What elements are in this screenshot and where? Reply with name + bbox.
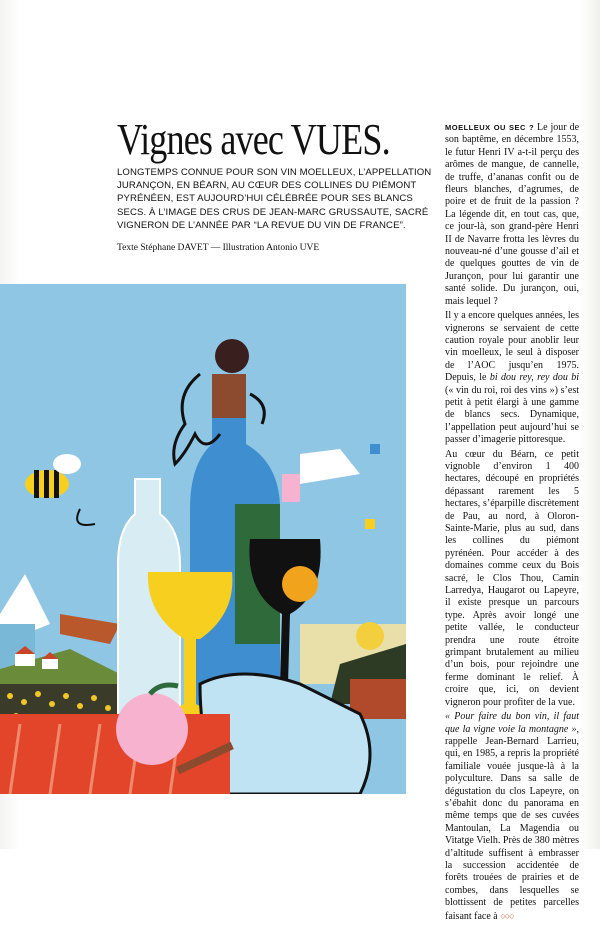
tablecloth — [0, 714, 230, 794]
paragraph-2: Il y a encore quelques années, les vignerons se servaient de cette caution royale pour anoblir leur vin moelleux, le seul à disposer de l’AOC jusqu’en 1975. Depuis, le bi dou rey, rey dou bi (« vin du roi, roi des vins ») s’est petit à petit élargi à une gamme de blancs secs. Dynamique, l’appellation peut aujourd’hui se passer d’imagerie pittoresque. — [445, 310, 579, 446]
decor-shape — [282, 474, 300, 502]
house — [42, 659, 58, 669]
bottle-cork — [215, 339, 249, 373]
wine-illustration — [0, 284, 406, 794]
decor-shape — [365, 519, 375, 529]
article-title: Vignes avec VUES. — [117, 115, 390, 164]
house — [15, 654, 35, 666]
paragraph-3: Au cœur du Béarn, ce petit vignoble d’environ 1 400 hectares, découpé en propriétés dépassant rarement les 5 hectares, s’éparpille discrètement de Pau, au nord, à Oloron-Sainte-Marie, plus au sud, dans les collines du piémont pyrénéen. Pour accéder à des domaines comme ceux du Bois sacré, le Clos Thou, Camin Larredya, Haugarot ou Lapeyre, il existe presque un parcours type. Après avoir longé une petite vallée, le conducteur prendra une route étroite grimpant brutalement au milieu d’un bois, pour rejoindre une ferme dominant le relief. À croire que, ici, on devient vigneron pour profiter de la vue. — [445, 448, 579, 708]
paragraph-1: MOELLEUX OU SEC ? Le jour de son baptême, en décembre 1553, le futur Henri IV a-t-il perçu des arômes de mangue, de cannelle, de truffe, d’ananas confit ou de fleurs blanches, d’agrumes, de poire et de fruit de la passion ? La légende dit, en tout cas, que, ce jour-là, son grand-père Henri II de Navarre frotta les lèvres du nouveau-né d’une gousse d’ail et de quelques gouttes de vin de Jurançon, pour lui garantir une santé solide. Du jurançon, oui, mais lequel ? — [445, 122, 580, 307]
paragraph-4: « Pour faire du bon vin, il faut que la vigne voie la montagne », rappelle Jean-Bernard Larrieu, qui, en 1985, a repris la propriété familiale vouée jusque-là à la polyculture. Dans sa salle de dégustation du clos Lapeyre, on s’ébahit donc du panorama en même temps que de ses cuvées Mantoulan, La Magendia ou Vitatge Vielh. Près de 380 mètres d’altitude suffisent à embrasser la succession accidentée de forêts trouées de prairies et de combes, dans lesquelles se blottissent de petites parcelles faisant face à ○○○ — [445, 711, 579, 922]
glass-pattern — [282, 566, 318, 602]
peach — [116, 693, 188, 765]
sun — [356, 622, 384, 650]
article-lede: LONGTEMPS CONNUE POUR SON VIN MOELLEUX, L’APPELLATION JURANÇON, EN BÉARN, AU CŒUR DES COLLINES DU PIÉMONT PYRÉNÉEN, EST AUJOURD’HUI CÉLÉBRÉE POUR SES BLANCS SECS. À L’IMAGE DES CRUS DE JEAN-MARC GRUSSAUTE, SACRÉ VIGNERON DE L’ANNÉE PAR “LA REVUE DU VIN DE FRANCE”. — [117, 167, 432, 231]
decor-shape — [370, 444, 380, 454]
continue-icon: ○○○ — [500, 910, 514, 921]
bottle-capsule — [212, 374, 246, 418]
section-kicker: MOELLEUX OU SEC ? — [445, 123, 535, 132]
article-body — [445, 122, 579, 925]
article-credits: Texte Stéphane DAVET — Illustration Antonio UVE — [117, 243, 320, 253]
